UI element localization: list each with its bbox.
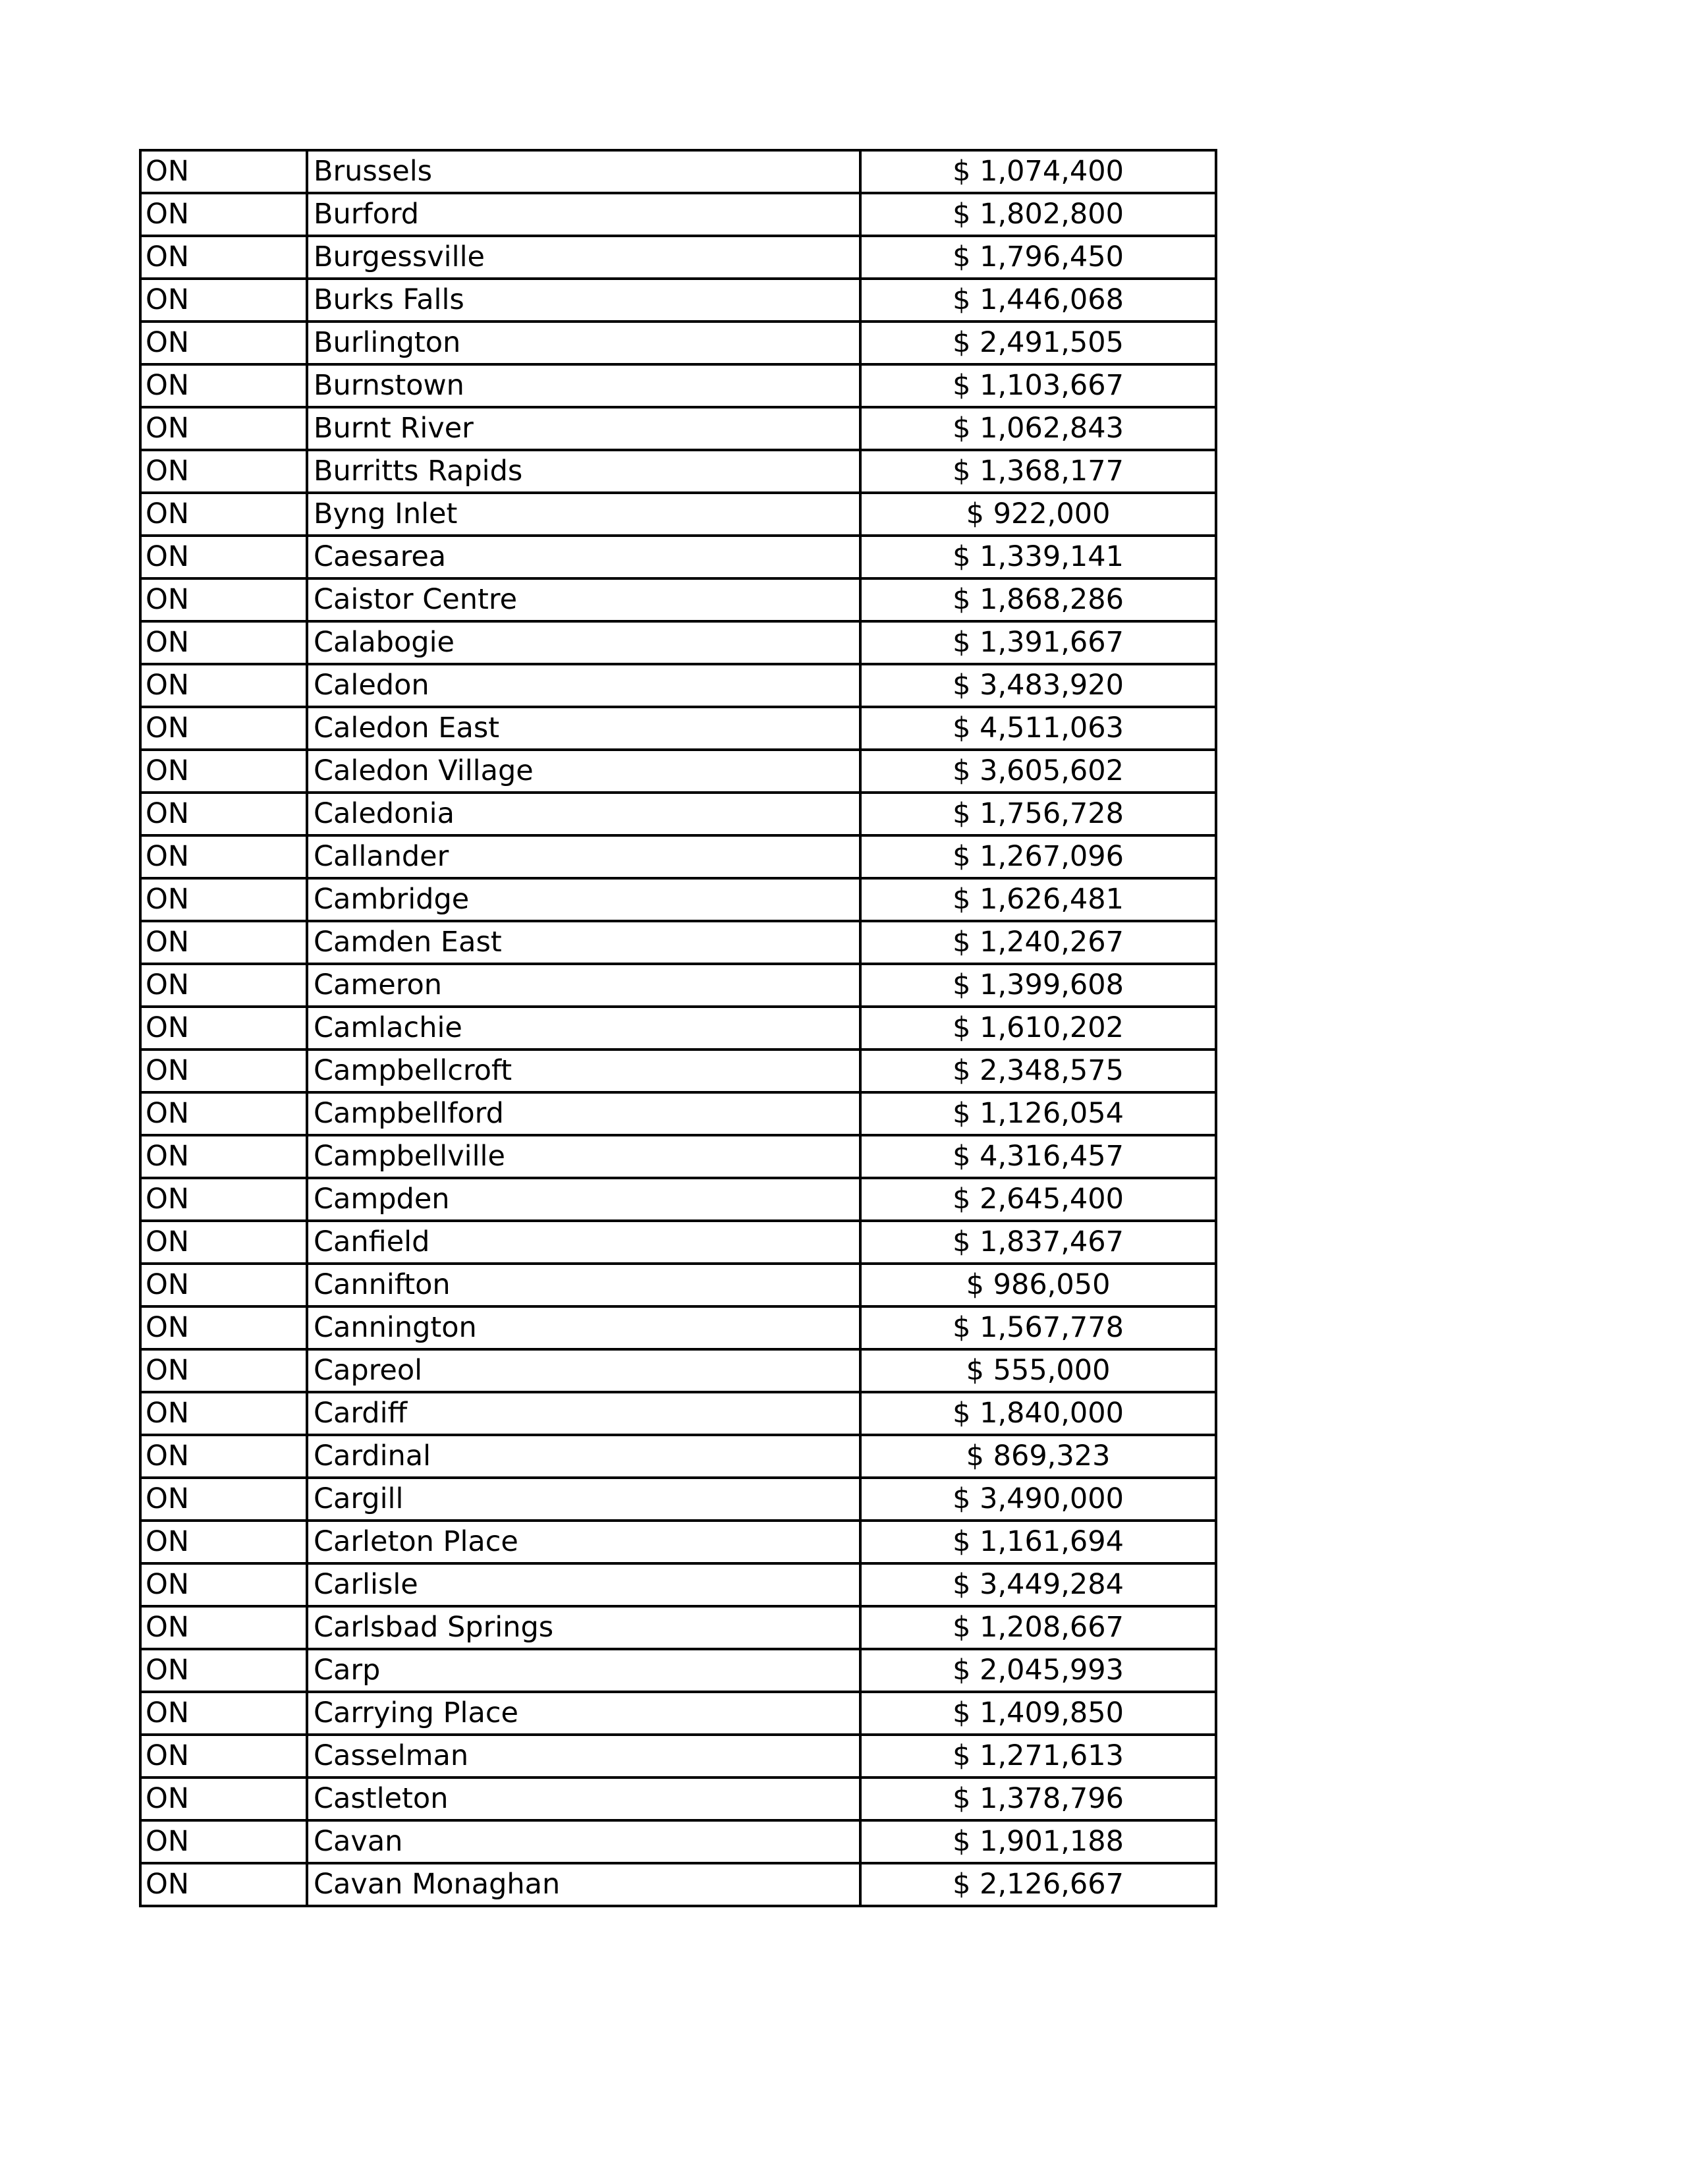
- table-row: [140, 707, 1216, 750]
- city-cell: Caistor Centre: [307, 578, 860, 621]
- city-cell: Callander: [307, 835, 860, 878]
- province-cell: ON: [140, 750, 307, 793]
- city-cell: Camden East: [307, 921, 860, 964]
- city-cell: Carlsbad Springs: [307, 1606, 860, 1649]
- province-cell: ON: [140, 1478, 307, 1521]
- table-row: [140, 493, 1216, 536]
- table-body: [140, 150, 1216, 1906]
- amount-cell: $ 3,483,920: [860, 664, 1216, 707]
- amount-cell: $ 2,491,505: [860, 322, 1216, 364]
- amount-cell: $ 1,802,800: [860, 193, 1216, 236]
- city-cell: Byng Inlet: [307, 493, 860, 536]
- table-row: [140, 1392, 1216, 1435]
- table-row: [140, 279, 1216, 322]
- amount-cell: $ 555,000: [860, 1349, 1216, 1392]
- amount-cell: $ 1,161,694: [860, 1521, 1216, 1563]
- table-row: [140, 536, 1216, 578]
- city-cell: Burritts Rapids: [307, 450, 860, 493]
- amount-cell: $ 1,062,843: [860, 407, 1216, 450]
- province-cell: ON: [140, 793, 307, 835]
- city-cell: Cambridge: [307, 878, 860, 921]
- province-cell: ON: [140, 493, 307, 536]
- table-row: [140, 1135, 1216, 1178]
- table-row: [140, 1435, 1216, 1478]
- province-cell: ON: [140, 835, 307, 878]
- province-cell: ON: [140, 236, 307, 279]
- amount-cell: $ 4,316,457: [860, 1135, 1216, 1178]
- amount-cell: $ 922,000: [860, 493, 1216, 536]
- amount-cell: $ 1,399,608: [860, 964, 1216, 1007]
- city-cell: Burgessville: [307, 236, 860, 279]
- amount-cell: $ 1,208,667: [860, 1606, 1216, 1649]
- amount-cell: $ 1,409,850: [860, 1692, 1216, 1735]
- province-cell: ON: [140, 1735, 307, 1778]
- amount-cell: $ 869,323: [860, 1435, 1216, 1478]
- city-cell: Campbellcroft: [307, 1050, 860, 1092]
- province-cell: ON: [140, 450, 307, 493]
- province-cell: ON: [140, 707, 307, 750]
- province-cell: ON: [140, 621, 307, 664]
- province-cell: ON: [140, 1435, 307, 1478]
- province-cell: ON: [140, 1606, 307, 1649]
- table-row: [140, 1007, 1216, 1050]
- city-cell: Burlington: [307, 322, 860, 364]
- city-cell: Caesarea: [307, 536, 860, 578]
- city-cell: Campbellville: [307, 1135, 860, 1178]
- table-row: [140, 193, 1216, 236]
- table-row: [140, 236, 1216, 279]
- city-cell: Calabogie: [307, 621, 860, 664]
- amount-cell: $ 2,645,400: [860, 1178, 1216, 1221]
- province-cell: ON: [140, 1863, 307, 1906]
- city-cell: Camlachie: [307, 1007, 860, 1050]
- amount-cell: $ 2,045,993: [860, 1649, 1216, 1692]
- city-cell: Canfield: [307, 1221, 860, 1264]
- table-row: [140, 793, 1216, 835]
- province-cell: ON: [140, 878, 307, 921]
- province-cell: ON: [140, 193, 307, 236]
- amount-cell: $ 1,868,286: [860, 578, 1216, 621]
- amount-cell: $ 1,626,481: [860, 878, 1216, 921]
- province-cell: ON: [140, 322, 307, 364]
- table-row: [140, 1563, 1216, 1606]
- table-row: [140, 1264, 1216, 1306]
- table-row: [140, 1349, 1216, 1392]
- city-cell: Campbellford: [307, 1092, 860, 1135]
- table-row: [140, 878, 1216, 921]
- province-cell: ON: [140, 1050, 307, 1092]
- province-cell: ON: [140, 1563, 307, 1606]
- table-row: [140, 1521, 1216, 1563]
- data-table: [139, 149, 1217, 1907]
- amount-cell: $ 1,271,613: [860, 1735, 1216, 1778]
- table-row: [140, 1863, 1216, 1906]
- amount-cell: $ 1,446,068: [860, 279, 1216, 322]
- amount-cell: $ 1,796,450: [860, 236, 1216, 279]
- amount-cell: $ 4,511,063: [860, 707, 1216, 750]
- province-cell: ON: [140, 536, 307, 578]
- city-cell: Caledon: [307, 664, 860, 707]
- table-row: [140, 1820, 1216, 1863]
- city-cell: Carleton Place: [307, 1521, 860, 1563]
- province-cell: ON: [140, 150, 307, 193]
- table-row: [140, 450, 1216, 493]
- amount-cell: $ 1,103,667: [860, 364, 1216, 407]
- table-row: [140, 1735, 1216, 1778]
- city-cell: Cavan Monaghan: [307, 1863, 860, 1906]
- province-cell: ON: [140, 1306, 307, 1349]
- amount-cell: $ 1,391,667: [860, 621, 1216, 664]
- amount-cell: $ 1,368,177: [860, 450, 1216, 493]
- amount-cell: $ 2,126,667: [860, 1863, 1216, 1906]
- province-cell: ON: [140, 1092, 307, 1135]
- table-row: [140, 1649, 1216, 1692]
- table-row: [140, 750, 1216, 793]
- amount-cell: $ 1,901,188: [860, 1820, 1216, 1863]
- city-cell: Cardiff: [307, 1392, 860, 1435]
- city-cell: Caledon East: [307, 707, 860, 750]
- province-cell: ON: [140, 1221, 307, 1264]
- amount-cell: $ 1,840,000: [860, 1392, 1216, 1435]
- city-cell: Caledonia: [307, 793, 860, 835]
- city-cell: Cameron: [307, 964, 860, 1007]
- amount-cell: $ 3,490,000: [860, 1478, 1216, 1521]
- table-row: [140, 1050, 1216, 1092]
- province-cell: ON: [140, 578, 307, 621]
- city-cell: Carp: [307, 1649, 860, 1692]
- province-cell: ON: [140, 1178, 307, 1221]
- province-cell: ON: [140, 1820, 307, 1863]
- table-row: [140, 921, 1216, 964]
- table-row: [140, 664, 1216, 707]
- city-cell: Casselman: [307, 1735, 860, 1778]
- table-row: [140, 1606, 1216, 1649]
- city-cell: Capreol: [307, 1349, 860, 1392]
- city-cell: Burnstown: [307, 364, 860, 407]
- table-row: [140, 1306, 1216, 1349]
- city-cell: Caledon Village: [307, 750, 860, 793]
- amount-cell: $ 1,339,141: [860, 536, 1216, 578]
- table-row: [140, 964, 1216, 1007]
- table-row: [140, 364, 1216, 407]
- amount-cell: $ 1,074,400: [860, 150, 1216, 193]
- table-row: [140, 150, 1216, 193]
- city-cell: Burnt River: [307, 407, 860, 450]
- amount-cell: $ 1,267,096: [860, 835, 1216, 878]
- amount-cell: $ 1,756,728: [860, 793, 1216, 835]
- table-row: [140, 578, 1216, 621]
- city-cell: Burford: [307, 193, 860, 236]
- table-row: [140, 835, 1216, 878]
- city-cell: Cavan: [307, 1820, 860, 1863]
- table-row: [140, 621, 1216, 664]
- amount-cell: $ 3,449,284: [860, 1563, 1216, 1606]
- city-cell: Brussels: [307, 150, 860, 193]
- city-cell: Cannington: [307, 1306, 860, 1349]
- amount-cell: $ 1,240,267: [860, 921, 1216, 964]
- table-row: [140, 1178, 1216, 1221]
- province-cell: ON: [140, 921, 307, 964]
- table-row: [140, 1092, 1216, 1135]
- province-cell: ON: [140, 1349, 307, 1392]
- province-cell: ON: [140, 1649, 307, 1692]
- province-cell: ON: [140, 279, 307, 322]
- city-cell: Carlisle: [307, 1563, 860, 1606]
- province-cell: ON: [140, 1007, 307, 1050]
- amount-cell: $ 1,567,778: [860, 1306, 1216, 1349]
- city-cell: Campden: [307, 1178, 860, 1221]
- province-cell: ON: [140, 364, 307, 407]
- province-cell: ON: [140, 964, 307, 1007]
- province-cell: ON: [140, 1135, 307, 1178]
- province-cell: ON: [140, 1778, 307, 1820]
- province-cell: ON: [140, 1264, 307, 1306]
- table-row: [140, 1478, 1216, 1521]
- amount-cell: $ 1,378,796: [860, 1778, 1216, 1820]
- city-cell: Cardinal: [307, 1435, 860, 1478]
- city-cell: Castleton: [307, 1778, 860, 1820]
- table-row: [140, 1221, 1216, 1264]
- amount-cell: $ 1,837,467: [860, 1221, 1216, 1264]
- province-cell: ON: [140, 1692, 307, 1735]
- province-cell: ON: [140, 407, 307, 450]
- amount-cell: $ 2,348,575: [860, 1050, 1216, 1092]
- amount-cell: $ 986,050: [860, 1264, 1216, 1306]
- table-row: [140, 1692, 1216, 1735]
- city-cell: Cannifton: [307, 1264, 860, 1306]
- province-cell: ON: [140, 1392, 307, 1435]
- city-cell: Carrying Place: [307, 1692, 860, 1735]
- province-cell: ON: [140, 664, 307, 707]
- amount-cell: $ 3,605,602: [860, 750, 1216, 793]
- city-cell: Cargill: [307, 1478, 860, 1521]
- province-cell: ON: [140, 1521, 307, 1563]
- amount-cell: $ 1,126,054: [860, 1092, 1216, 1135]
- amount-cell: $ 1,610,202: [860, 1007, 1216, 1050]
- table-row: [140, 322, 1216, 364]
- city-cell: Burks Falls: [307, 279, 860, 322]
- table-row: [140, 1778, 1216, 1820]
- table-row: [140, 407, 1216, 450]
